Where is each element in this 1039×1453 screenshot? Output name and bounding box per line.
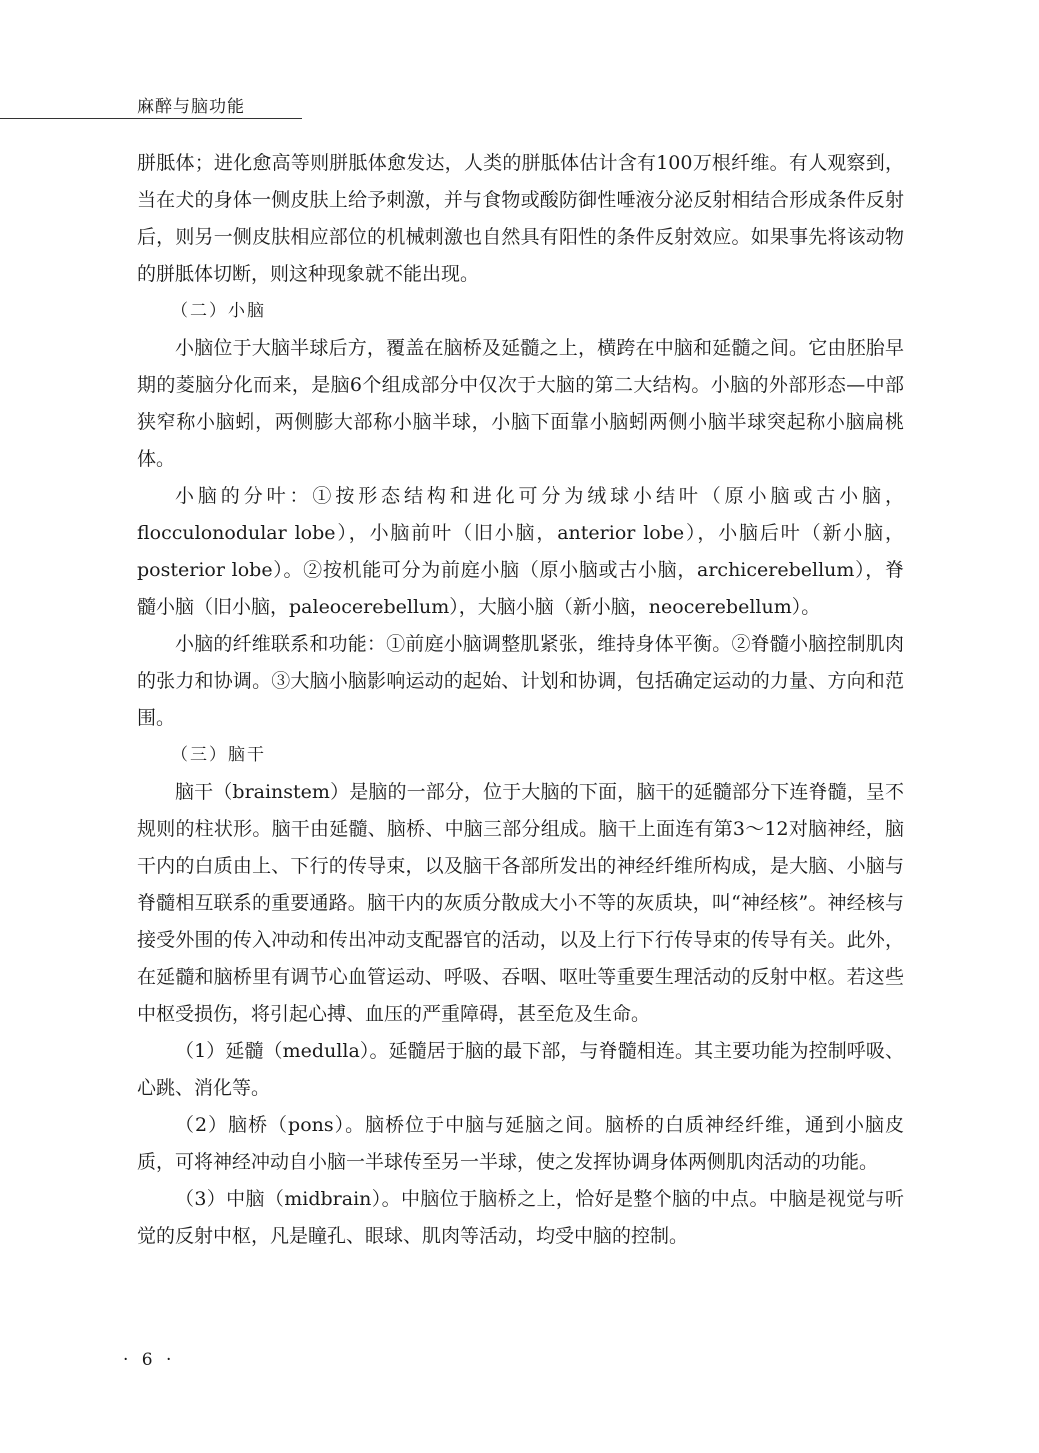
running-title: 麻醉与脑功能 (137, 97, 245, 117)
paragraph-brainstem-overview: 脑干（brainstem）是脑的一部分，位于大脑的下面，脑干的延髓部分下连脊髓，呈不规则的柱状形。脑干由延髓、脑桥、中脑三部分组成。脑干上面连有第3～12对脑神经，脑干内的白质由上、下行的传导束，以及脑干各部所发出的神经纤维所构成，是大脑、小脑与脊髓相互联系的重要通路。脑干内的灰质分散成大小不等的灰质块，叫“神经核”。神经核与接受外围的传入冲动和传出冲动支配器官的活动，以及上行下行传导束的传导有关。此外，在延髓和脑桥里有调节心血管运动、呼吸、吞咽、呕吐等重要生理活动的反射中枢。若这些中枢受损伤，将引起心搏、血压的严重障碍，甚至危及生命。 (137, 781, 904, 1025)
paragraph-midbrain: （3）中脑（midbrain）。中脑位于脑桥之上，恰好是整个脑的中点。中脑是视觉与听觉的反射中枢，凡是瞳孔、眼球、肌肉等活动，均受中脑的控制。 (137, 1188, 904, 1247)
page-body (137, 145, 904, 1255)
paragraph-cerebellum-functions: 小脑的纤维联系和功能：①前庭小脑调整肌紧张，维持身体平衡。②脊髓小脑控制肌肉的张力和协调。③大脑小脑影响运动的起始、计划和协调，包括确定运动的力量、方向和范围。 (137, 633, 904, 729)
paragraph-cerebellum-overview: 小脑位于大脑半球后方，覆盖在脑桥及延髓之上，横跨在中脑和延髓之间。它由胚胎早期的菱脑分化而来，是脑6个组成部分中仅次于大脑的第二大结构。小脑的外部形态—中部狭窄称小脑蚓，两侧膨大部称小脑半球，小脑下面靠小脑蚓两侧小脑半球突起称小脑扁桃体。 (137, 337, 904, 470)
continuation-paragraph: 胼胝体；进化愈高等则胼胝体愈发达，人类的胼胝体估计含有100万根纤维。有人观察到，当在犬的身体一侧皮肤上给予刺激，并与食物或酸防御性唾液分泌反射相结合形成条件反射后，则另一侧皮肤相应部位的机械刺激也自然具有阳性的条件反射效应。如果事先将该动物的胼胝体切断，则这种现象就不能出现。 (137, 152, 904, 285)
header-rule (0, 118, 302, 119)
paragraph-cerebellum-lobes: 小脑的分叶：①按形态结构和进化可分为绒球小结叶（原小脑或古小脑，flocculonodular lobe），小脑前叶（旧小脑，anterior lobe），小脑后叶（新小脑，posterior lobe）。②按机能可分为前庭小脑（原小脑或古小脑，archicerebellum），脊髓小脑（旧小脑，paleocerebellum），大脑小脑（新小脑，neocerebellum）。 (137, 485, 904, 618)
section-heading-brainstem: （三）脑干 (171, 745, 266, 765)
page-number: · 6 · (123, 1350, 176, 1370)
paragraph-medulla: （1）延髓（medulla）。延髓居于脑的最下部，与脊髓相连。其主要功能为控制呼吸、心跳、消化等。 (137, 1040, 904, 1099)
paragraph-pons: （2）脑桥（pons）。脑桥位于中脑与延脑之间。脑桥的白质神经纤维，通到小脑皮质，可将神经冲动自小脑一半球传至另一半球，使之发挥协调身体两侧肌肉活动的功能。 (137, 1114, 904, 1173)
section-heading-cerebellum: （二）小脑 (171, 301, 266, 321)
